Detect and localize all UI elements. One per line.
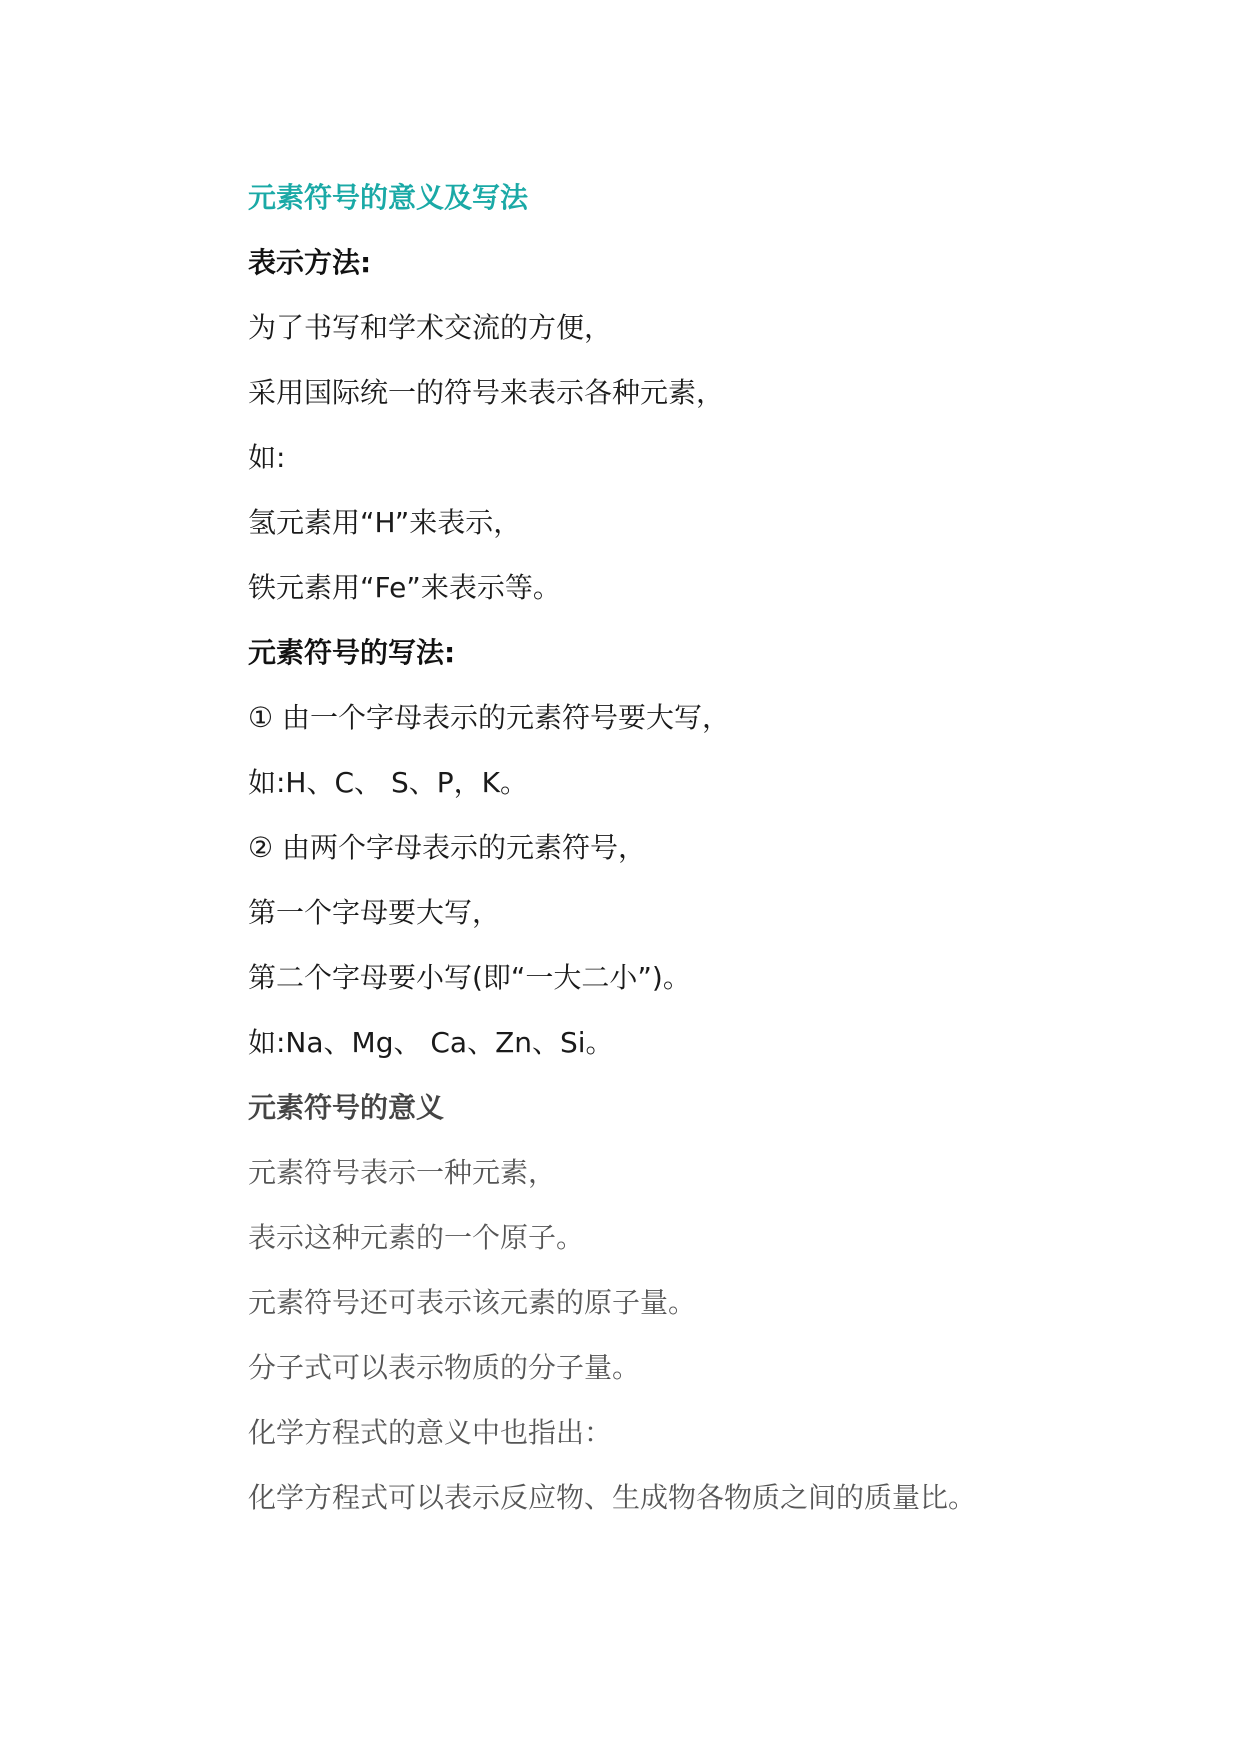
paragraph-line: 氢元素用“H”来表示， xyxy=(248,506,522,539)
document-page xyxy=(248,172,1148,1537)
paragraph-line: 为了书写和学术交流的方便， xyxy=(248,311,613,344)
paragraph-line: 化学方程式的意义中也指出： xyxy=(248,1416,613,1449)
paragraph-line: 铁元素用“Fe”来表示等。 xyxy=(248,571,561,604)
paragraph-line: 第二个字母要小写(即“一大二小”)。 xyxy=(248,961,691,994)
paragraph-line: 分子式可以表示物质的分子量。 xyxy=(248,1351,641,1384)
paragraph-line: 如: xyxy=(248,441,286,474)
paragraph-line: 化学方程式可以表示反应物、生成物各物质之间的质量比。 xyxy=(248,1481,977,1514)
section-heading-meaning: 元素符号的意义 xyxy=(248,1091,445,1124)
paragraph-line: 第一个字母要大写， xyxy=(248,896,501,929)
section-heading-representation: 表示方法: xyxy=(248,246,372,279)
paragraph-line: 元素符号还可表示该元素的原子量。 xyxy=(248,1286,697,1319)
paragraph-line: ① 由一个字母表示的元素符号要大写， xyxy=(248,701,731,734)
paragraph-line: ② 由两个字母表示的元素符号， xyxy=(248,831,647,864)
paragraph-line: 如:H、C、 S、P，K。 xyxy=(248,766,528,799)
paragraph-line: 表示这种元素的一个原子。 xyxy=(248,1221,585,1254)
paragraph-line: 元素符号表示一种元素， xyxy=(248,1156,557,1189)
paragraph-line: 如:Na、Mg、 Ca、Zn、Si。 xyxy=(248,1026,614,1059)
section-heading-writing: 元素符号的写法: xyxy=(248,636,456,669)
document-title: 元素符号的意义及写法 xyxy=(248,181,529,214)
paragraph-line: 采用国际统一的符号来表示各种元素， xyxy=(248,376,725,409)
